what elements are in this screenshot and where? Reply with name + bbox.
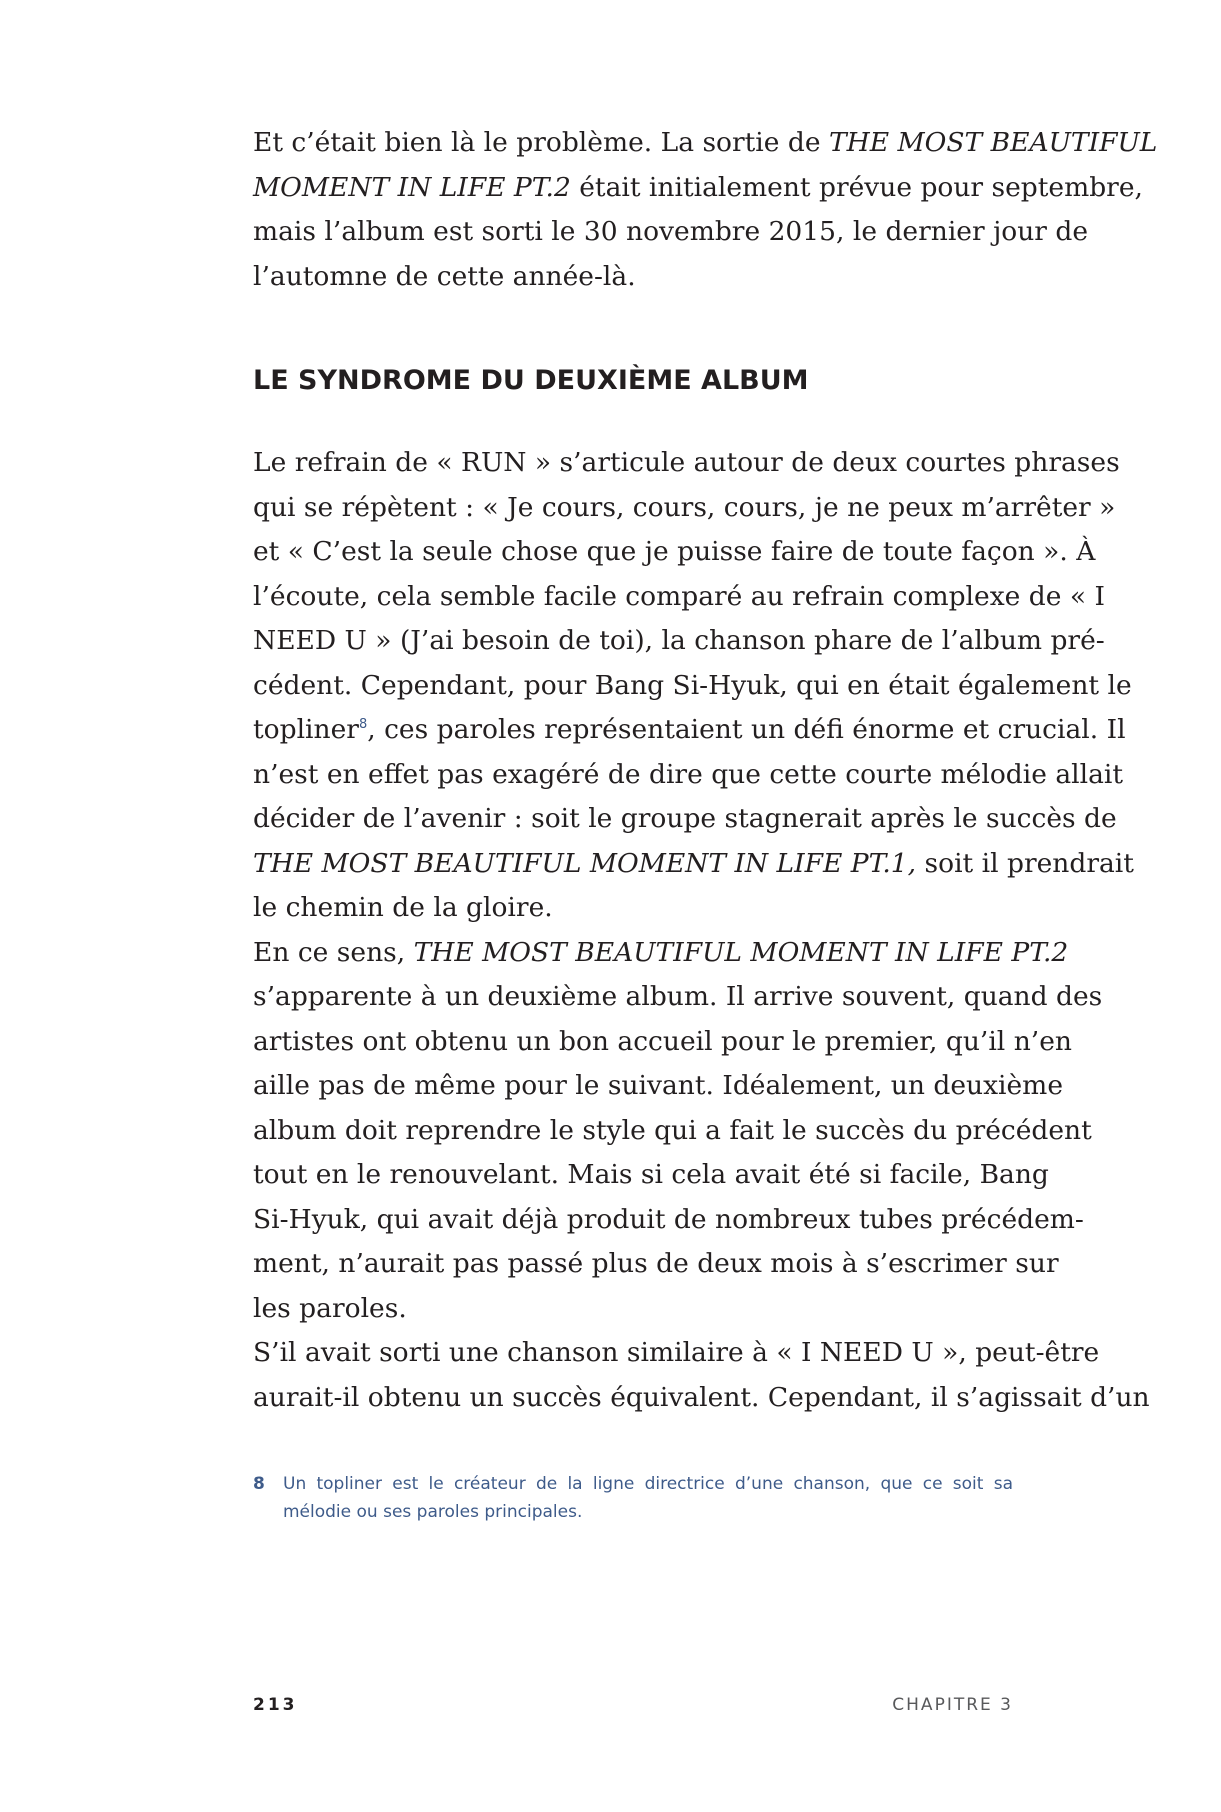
text-line: mais l’album est sorti le 30 novembre 2015, le dernier jour de	[253, 216, 1089, 247]
paragraph-similar-song	[253, 1331, 1150, 1420]
page-number: 213	[253, 1695, 298, 1715]
footnote-number: 8	[253, 1474, 265, 1494]
footnote-line: Un topliner est le créateur de la ligne directrice d’une chanson, que ce soit sa	[283, 1474, 1013, 1494]
text-line: et « C’est la seule chose que je puisse faire de toute façon ». À	[253, 536, 1096, 567]
text-line: les paroles.	[253, 1292, 407, 1324]
paragraph-second-album	[253, 931, 1103, 1332]
text-line: NEED U » (J’ai besoin de toi), la chanson phare de l’album pré-	[253, 625, 1105, 656]
text-line: S’il avait sorti une chanson similaire à « I NEED U », peut-être	[253, 1337, 1100, 1368]
text-line: tout en le renouvelant. Mais si cela avait été si facile, Bang	[253, 1159, 1049, 1190]
text-line: aurait-il obtenu un succès équivalent. Cependant, il s’agissait d’un	[253, 1381, 1150, 1413]
section-heading: LE SYNDROME DU DEUXIÈME ALBUM	[253, 365, 809, 396]
chapter-label: CHAPITRE 3	[892, 1695, 1013, 1715]
text-line: décider de l’avenir : soit le groupe stagnerait après le succès de	[253, 803, 1117, 834]
text-line: En ce sens, THE MOST BEAUTIFUL MOMENT IN LIFE PT.2	[253, 936, 1069, 968]
paragraph-intro	[253, 121, 1158, 299]
text-line: artistes ont obtenu un bon accueil pour le premier, qu’il n’en	[253, 1025, 1072, 1057]
text-line: aille pas de même pour le suivant. Idéalement, un deuxième	[253, 1070, 1063, 1101]
body-text	[253, 441, 1150, 1420]
text-line: album doit reprendre le style qui a fait le succès du précédent	[253, 1114, 1092, 1146]
text-line: Le refrain de « RUN » s’articule autour de deux courtes phrases	[253, 447, 1120, 478]
text-line: Et c’était bien là le problème. La sortie de THE MOST BEAUTIFUL	[253, 127, 1158, 158]
footnote-reference[interactable]: 8	[358, 717, 368, 732]
paragraph-run-refrain	[253, 441, 1134, 931]
text-line: THE MOST BEAUTIFUL MOMENT IN LIFE PT.1, soit il prendrait	[253, 847, 1134, 879]
text-line: s’apparente à un deuxième album. Il arrive souvent, quand des	[253, 981, 1103, 1012]
text-line: topliner$^8$, ces paroles représentaient un défi énorme et crucial. Il	[253, 714, 1126, 745]
text-line: l’écoute, cela semble facile comparé au refrain complexe de « I	[253, 580, 1105, 612]
text-line: cédent. Cependant, pour Bang Si-Hyuk, qui en était également le	[253, 669, 1132, 701]
footnote	[253, 1470, 1013, 1526]
text-line: MOMENT IN LIFE PT.2 était initialement prévue pour septembre,	[253, 171, 1143, 203]
text-line: n’est en effet pas exagéré de dire que cette courte mélodie allait	[253, 758, 1124, 790]
text-line: qui se répètent : « Je cours, cours, cours, je ne peux m’arrêter »	[253, 491, 1116, 523]
text-line: le chemin de la gloire.	[253, 892, 553, 923]
text-line: Si-Hyuk, qui avait déjà produit de nombreux tubes précédem-	[253, 1203, 1084, 1235]
text-line: l’automne de cette année-là.	[253, 260, 636, 292]
text-line: ment, n’aurait pas passé plus de deux mois à s’escrimer sur	[253, 1248, 1059, 1279]
footnote-line: mélodie ou ses paroles principales.	[283, 1502, 583, 1522]
footnote-text	[283, 1470, 1013, 1526]
